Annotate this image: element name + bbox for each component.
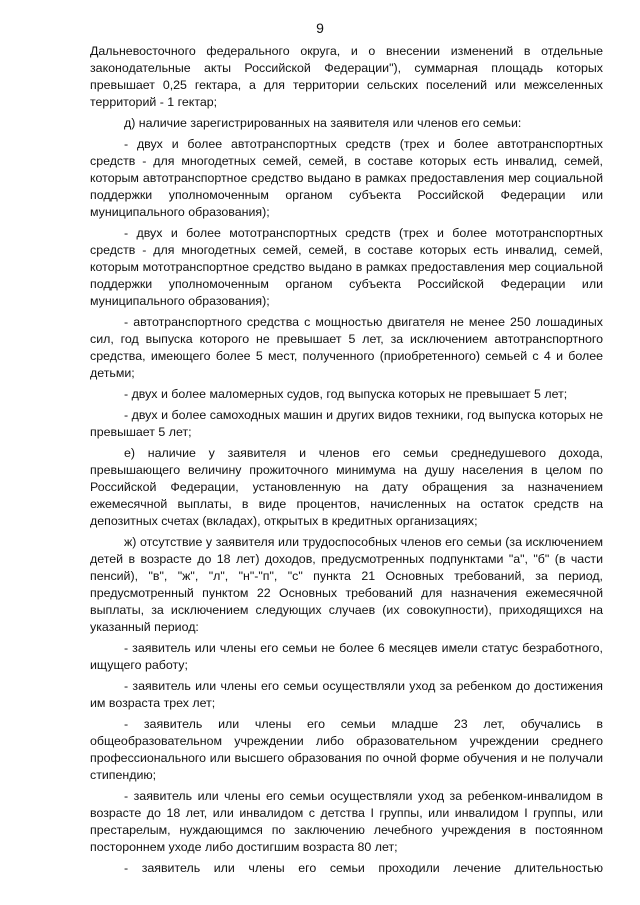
paragraph-cars: - двух и более автотранспортных средств (трех и более автотранспортных средств - для многодетных семей, семей, в составе которых есть инвалид, семей, которым автотранспортное средство выдано в рамках предоставления мер социальной поддержки уполномоченным органом субъекта Российской Федерации или муниципального образования); [90, 137, 603, 219]
paragraph-item-d: д) наличие зарегистрированных на заявителя или членов его семьи: [124, 116, 522, 130]
paragraph-motorcycles: - двух и более мототранспортных средств (трех и более мототранспортных средств - для многодетных семей, семей, в составе которых есть инвалид, семей, которым мототранспортное средство выдано в рамках предоставления мер социальной поддержки уполномоченным органом субъекта Российской Федерации или муниципального образования); [90, 226, 603, 308]
paragraph-continuation: Дальневосточного федерального округа, и о внесении изменений в отдельные законодательные акты Российской Федерации"), суммарная площадь которых превышает 0,25 гектара, а для территории сельских поселений или межселенных территорий - 1 гектар; [90, 44, 603, 109]
paragraph-small-boats: - двух и более маломерных судов, год выпуска которых не превышает 5 лет; [124, 387, 568, 401]
page-number: 9 [316, 20, 324, 36]
document-body [90, 43, 603, 877]
paragraph-unemployed: - заявитель или члены его семьи не более 6 месяцев имели статус безработного, ищущего работу; [90, 641, 603, 672]
paragraph-powerful-car: - автотранспортного средства с мощностью двигателя не менее 250 лошадиных сил, год выпуска которого не превышает 5 лет, за исключением автотранспортного средства, имеющего более 5 мест, полученного (приобретенного) семьей с 4 и более детьми; [90, 315, 603, 380]
paragraph-item-e: е) наличие у заявителя и членов его семьи среднедушевого дохода, превышающего величину прожиточного минимума на душу населения в целом по Российской Федерации, установленную на дату обращения за назначением ежемесячной выплаты, в виде процентов, начисленных на остаток средств на депозитных счетах (вкладах), открытых в кредитных организациях; [90, 446, 603, 528]
paragraph-childcare: - заявитель или члены его семьи осуществляли уход за ребенком до достижения им возраста трех лет; [90, 679, 603, 710]
paragraph-self-propelled: - двух и более самоходных машин и других видов техники, год выпуска которых не превышает 5 лет; [90, 408, 603, 439]
paragraph-students: - заявитель или члены его семьи младше 23 лет, обучались в общеобразовательном учреждении либо образовательном учреждении среднего профессионального или высшего образования по очной форме обучения и не получали стипендию; [90, 717, 603, 782]
paragraph-item-zh: ж) отсутствие у заявителя или трудоспособных членов его семьи (за исключением детей в возрасте до 18 лет) доходов, предусмотренных подпунктами "а", "б" (в части пенсий), "в", "ж", "л", "н"-"п", "с" пункта 21 Основных требований, за период, предусмотренный пунктом 22 Основных требований для назначения ежемесячной выплаты, за исключением следующих случаев (их совокупности), приходящихся на указанный период: [90, 535, 603, 634]
paragraph-caregivers: - заявитель или члены его семьи осуществляли уход за ребенком-инвалидом в возрасте до 18 лет, или инвалидом с детства I группы, или инвалидом I группы, или престарелым, нуждающимся по заключению лечебного учреждения в постоянном постороннем уходе либо достигшим возраста 80 лет; [90, 789, 603, 854]
paragraph-treatment: - заявитель или члены его семьи проходили лечение длительностью [124, 861, 603, 875]
